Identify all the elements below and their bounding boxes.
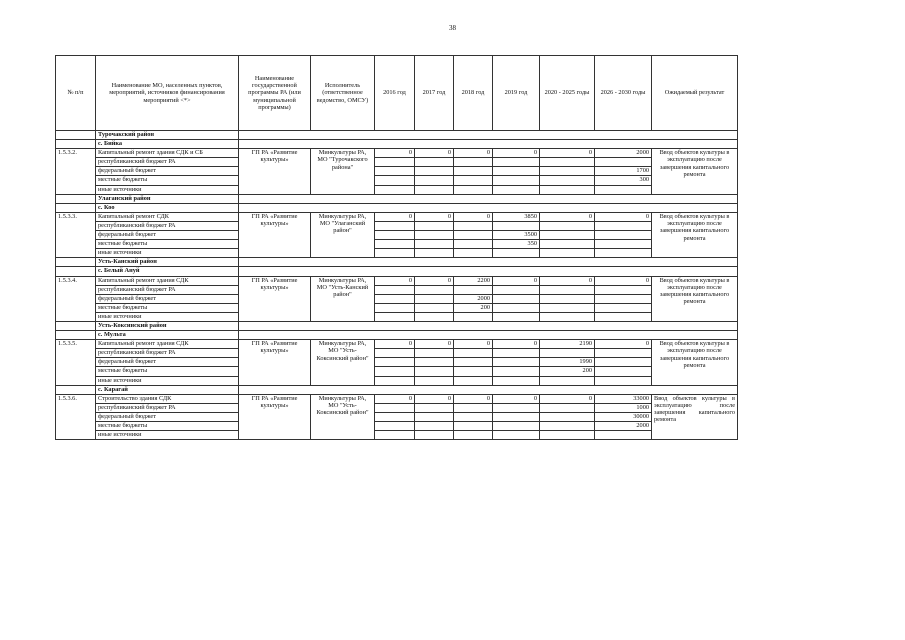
funding-value (415, 231, 454, 240)
funding-value (454, 240, 493, 249)
district-row (56, 194, 738, 203)
table-body (56, 131, 738, 440)
funding-row (56, 185, 738, 194)
funding-value (493, 412, 540, 421)
empty-cell (56, 203, 96, 212)
total-value: 2200 (454, 276, 493, 285)
column-header: Наименование МО, населенных пунктов, мероприятий, источников финансирования мероприятий <*> (96, 56, 239, 131)
funding-value (595, 240, 652, 249)
funding-value (415, 403, 454, 412)
funding-source-label: местные бюджеты (96, 367, 239, 376)
funding-value (493, 431, 540, 440)
funding-row (56, 285, 738, 294)
activity-name: Капитальный ремонт здания СДК и СБ (96, 149, 239, 158)
settlement-row (56, 385, 738, 394)
funding-source-label: местные бюджеты (96, 303, 239, 312)
funding-value (415, 158, 454, 167)
district-row (56, 321, 738, 330)
empty-cell (239, 385, 738, 394)
total-value: 0 (375, 149, 415, 158)
funding-source-label: республиканский бюджет РА (96, 285, 239, 294)
funding-value: 2000 (454, 294, 493, 303)
funding-value: 3500 (493, 231, 540, 240)
funding-source-label: федеральный бюджет (96, 294, 239, 303)
funding-value (415, 176, 454, 185)
funding-value (540, 312, 595, 321)
funding-value (540, 185, 595, 194)
funding-row (56, 376, 738, 385)
funding-value (415, 167, 454, 176)
funding-value (415, 349, 454, 358)
funding-value (375, 431, 415, 440)
funding-value (540, 285, 595, 294)
total-value: 0 (595, 276, 652, 285)
program-name: ГП РА «Развитие культуры» (239, 276, 311, 321)
program-name: ГП РА «Развитие культуры» (239, 394, 311, 439)
total-value: 0 (454, 394, 493, 403)
funding-value (375, 422, 415, 431)
total-value: 2000 (595, 149, 652, 158)
funding-value (595, 358, 652, 367)
funding-value (595, 312, 652, 321)
total-value: 0 (415, 276, 454, 285)
empty-cell (56, 131, 96, 140)
funding-value (375, 167, 415, 176)
funding-value (493, 312, 540, 321)
column-header: 2026 - 2030 годы (595, 56, 652, 131)
funding-row (56, 303, 738, 312)
district-name: Усть-Коксинский район (96, 321, 239, 330)
funding-source-label: местные бюджеты (96, 240, 239, 249)
expected-result: Ввод объектов культуры в эксплуатацию после завершения капитального ремонта (652, 276, 738, 321)
funding-value (415, 312, 454, 321)
total-value: 0 (595, 212, 652, 221)
empty-cell (239, 258, 738, 267)
funding-value (375, 376, 415, 385)
funding-value (375, 185, 415, 194)
total-value: 0 (493, 340, 540, 349)
funding-value (540, 176, 595, 185)
funding-source-label: иные источники (96, 312, 239, 321)
funding-value (595, 249, 652, 258)
funding-row (56, 312, 738, 321)
executor-name: Минкультуры РА, МО "Турочакского района" (311, 149, 375, 194)
column-header: Наименование государственной программы РА (или муниципальной программы) (239, 56, 311, 131)
column-header: 2020 - 2025 годы (540, 56, 595, 131)
funding-value (493, 285, 540, 294)
district-name: Усть-Канский район (96, 258, 239, 267)
funding-value (540, 240, 595, 249)
funding-row (56, 349, 738, 358)
empty-cell (56, 321, 96, 330)
empty-cell (56, 140, 96, 149)
funding-value (375, 221, 415, 230)
funding-value (595, 221, 652, 230)
funding-value (375, 285, 415, 294)
total-value: 0 (375, 394, 415, 403)
funding-value (375, 176, 415, 185)
funding-value (493, 158, 540, 167)
funding-value: 1700 (595, 167, 652, 176)
empty-cell (56, 331, 96, 340)
column-header: 2017 год (415, 56, 454, 131)
column-header: Исполнитель (ответственное ведомство, ОМСУ) (311, 56, 375, 131)
funding-value (595, 376, 652, 385)
settlement-row (56, 140, 738, 149)
funding-value (454, 376, 493, 385)
funding-row (56, 403, 738, 412)
district-row (56, 258, 738, 267)
funding-value (454, 312, 493, 321)
funding-value (454, 431, 493, 440)
district-row (56, 131, 738, 140)
column-header: № п/п (56, 56, 96, 131)
funding-value: 30000 (595, 412, 652, 421)
funding-value (595, 158, 652, 167)
activity-code: 1.5.3.6. (56, 394, 96, 439)
activity-name: Строительство здания СДК (96, 394, 239, 403)
total-value: 0 (454, 149, 493, 158)
funding-value: 300 (595, 176, 652, 185)
funding-value (493, 176, 540, 185)
funding-value (454, 167, 493, 176)
funding-row (56, 367, 738, 376)
funding-value (540, 403, 595, 412)
executor-name: Минкультуры РА, МО "Усть-Коксинский район" (311, 340, 375, 385)
funding-value (454, 158, 493, 167)
funding-value (415, 294, 454, 303)
total-value: 0 (493, 276, 540, 285)
funding-value (454, 249, 493, 258)
empty-cell (239, 194, 738, 203)
funding-value (493, 358, 540, 367)
funding-value: 2000 (595, 422, 652, 431)
total-value: 0 (595, 340, 652, 349)
funding-value (375, 231, 415, 240)
funding-value (375, 312, 415, 321)
funding-row (56, 249, 738, 258)
funding-value (540, 221, 595, 230)
funding-value (454, 185, 493, 194)
funding-value (595, 349, 652, 358)
funding-value (415, 412, 454, 421)
empty-cell (239, 131, 738, 140)
activity-name: Капитальный ремонт здания СДК (96, 340, 239, 349)
funding-value (375, 349, 415, 358)
funding-value (540, 167, 595, 176)
funding-value (454, 176, 493, 185)
total-value: 0 (415, 340, 454, 349)
funding-value (415, 221, 454, 230)
funding-source-label: местные бюджеты (96, 176, 239, 185)
funding-row (56, 231, 738, 240)
empty-cell (239, 267, 738, 276)
activity-row (56, 212, 738, 221)
program-name: ГП РА «Развитие культуры» (239, 212, 311, 257)
funding-value (375, 240, 415, 249)
activity-code: 1.5.3.5. (56, 340, 96, 385)
activity-code: 1.5.3.3. (56, 212, 96, 257)
funding-value (595, 231, 652, 240)
total-value: 0 (540, 394, 595, 403)
funding-source-label: иные источники (96, 185, 239, 194)
funding-value (415, 431, 454, 440)
district-name: Улаганский район (96, 194, 239, 203)
funding-source-label: республиканский бюджет РА (96, 158, 239, 167)
funding-value (540, 158, 595, 167)
funding-row (56, 176, 738, 185)
total-value: 0 (540, 149, 595, 158)
funding-value (493, 249, 540, 258)
funding-source-label: федеральный бюджет (96, 412, 239, 421)
funding-value (375, 358, 415, 367)
funding-value (540, 294, 595, 303)
funding-value (493, 403, 540, 412)
funding-value (540, 376, 595, 385)
total-value: 0 (454, 340, 493, 349)
activity-code: 1.5.3.4. (56, 276, 96, 321)
funding-source-label: республиканский бюджет РА (96, 403, 239, 412)
funding-value (415, 249, 454, 258)
funding-source-label: иные источники (96, 249, 239, 258)
funding-value (454, 285, 493, 294)
funding-value (493, 167, 540, 176)
header-row (56, 56, 738, 131)
funding-row (56, 240, 738, 249)
funding-value (375, 412, 415, 421)
total-value: 0 (540, 212, 595, 221)
funding-value (493, 221, 540, 230)
funding-row (56, 167, 738, 176)
funding-value (454, 412, 493, 421)
funding-source-label: федеральный бюджет (96, 167, 239, 176)
total-value: 33000 (595, 394, 652, 403)
funding-value (415, 367, 454, 376)
funding-value (595, 285, 652, 294)
empty-cell (239, 140, 738, 149)
executor-name: Минкультуры РА, МО "Улаганский район" (311, 212, 375, 257)
settlement-name: с. Карагай (96, 385, 239, 394)
funding-value (493, 367, 540, 376)
funding-value (595, 303, 652, 312)
funding-row (56, 431, 738, 440)
total-value: 0 (375, 340, 415, 349)
column-header: 2016 год (375, 56, 415, 131)
expected-result: Ввод объектов культуры в эксплуатацию после завершения капитального ремонта (652, 340, 738, 385)
funding-value: 350 (493, 240, 540, 249)
funding-value (493, 349, 540, 358)
column-header: Ожидаемый результат (652, 56, 738, 131)
district-name: Турочакский район (96, 131, 239, 140)
funding-value (493, 294, 540, 303)
funding-value (454, 367, 493, 376)
settlement-name: с. Белый Ануй (96, 267, 239, 276)
funding-value (540, 422, 595, 431)
settlement-row (56, 331, 738, 340)
empty-cell (56, 258, 96, 267)
total-value: 0 (375, 212, 415, 221)
column-header: 2018 год (454, 56, 493, 131)
funding-value (454, 422, 493, 431)
executor-name: Минкультуры РА, МО "Усть-Канский район" (311, 276, 375, 321)
total-value: 0 (493, 394, 540, 403)
funding-value (540, 303, 595, 312)
funding-row (56, 158, 738, 167)
funding-value: 200 (454, 303, 493, 312)
funding-value (595, 294, 652, 303)
total-value: 3850 (493, 212, 540, 221)
executor-name: Минкультуры РА, МО "Усть-Коксинский район" (311, 394, 375, 439)
funding-value (493, 422, 540, 431)
activity-name: Капитальный ремонт здания СДК (96, 276, 239, 285)
empty-cell (239, 321, 738, 330)
total-value: 0 (493, 149, 540, 158)
settlement-row (56, 203, 738, 212)
funding-value (540, 431, 595, 440)
funding-row (56, 294, 738, 303)
activity-row (56, 340, 738, 349)
page-number: 38 (449, 24, 456, 32)
funding-value (454, 221, 493, 230)
column-header: 2019 год (493, 56, 540, 131)
total-value: 0 (415, 212, 454, 221)
total-value: 0 (540, 276, 595, 285)
settlement-row (56, 267, 738, 276)
funding-source-label: республиканский бюджет РА (96, 349, 239, 358)
funding-source-label: иные источники (96, 431, 239, 440)
program-name: ГП РА «Развитие культуры» (239, 149, 311, 194)
funding-value (415, 358, 454, 367)
funding-value (375, 403, 415, 412)
total-value: 0 (375, 276, 415, 285)
settlement-name: с. Бийка (96, 140, 239, 149)
expected-result: Ввод объектов культуры в эксплуатацию после завершения капитального ремонта (652, 149, 738, 194)
funding-value (375, 294, 415, 303)
funding-value (415, 285, 454, 294)
funding-row (56, 221, 738, 230)
funding-value (415, 240, 454, 249)
funding-source-label: иные источники (96, 376, 239, 385)
funding-value (454, 403, 493, 412)
funding-row (56, 422, 738, 431)
funding-value (595, 367, 652, 376)
funding-value (540, 231, 595, 240)
funding-value (540, 249, 595, 258)
funding-value (375, 367, 415, 376)
expected-result: Ввод объектов культуры в эксплуатацию после завершения капитального ремонта (652, 394, 738, 439)
funding-value: 200 (540, 367, 595, 376)
settlement-name: с. Коо (96, 203, 239, 212)
total-value: 2190 (540, 340, 595, 349)
activity-row (56, 276, 738, 285)
funding-value (595, 431, 652, 440)
funding-value (493, 185, 540, 194)
total-value: 0 (454, 212, 493, 221)
funding-value (375, 249, 415, 258)
activity-code: 1.5.3.2. (56, 149, 96, 194)
funding-value (540, 349, 595, 358)
funding-source-label: местные бюджеты (96, 422, 239, 431)
funding-value (454, 231, 493, 240)
funding-value (595, 185, 652, 194)
funding-row (56, 412, 738, 421)
funding-value (454, 349, 493, 358)
settlement-name: с. Мульта (96, 331, 239, 340)
funding-value (540, 412, 595, 421)
total-value: 0 (415, 394, 454, 403)
funding-value: 1990 (540, 358, 595, 367)
activity-row (56, 394, 738, 403)
funding-value (415, 376, 454, 385)
activity-row (56, 149, 738, 158)
funding-value (415, 185, 454, 194)
funding-value (415, 422, 454, 431)
funding-value (454, 358, 493, 367)
funding-value (493, 376, 540, 385)
funding-value (375, 303, 415, 312)
program-name: ГП РА «Развитие культуры» (239, 340, 311, 385)
empty-cell (239, 203, 738, 212)
funding-source-label: федеральный бюджет (96, 358, 239, 367)
empty-cell (56, 385, 96, 394)
funding-value (493, 303, 540, 312)
empty-cell (56, 267, 96, 276)
expected-result: Ввод объектов культуры в эксплуатацию после завершения капитального ремонта (652, 212, 738, 257)
funding-source-label: республиканский бюджет РА (96, 221, 239, 230)
funding-row (56, 358, 738, 367)
funding-value (375, 158, 415, 167)
funding-value (415, 303, 454, 312)
activity-name: Капитальный ремонт СДК (96, 212, 239, 221)
activities-table (55, 55, 738, 440)
total-value: 0 (415, 149, 454, 158)
empty-cell (239, 331, 738, 340)
funding-source-label: федеральный бюджет (96, 231, 239, 240)
funding-value: 1000 (595, 403, 652, 412)
empty-cell (56, 194, 96, 203)
